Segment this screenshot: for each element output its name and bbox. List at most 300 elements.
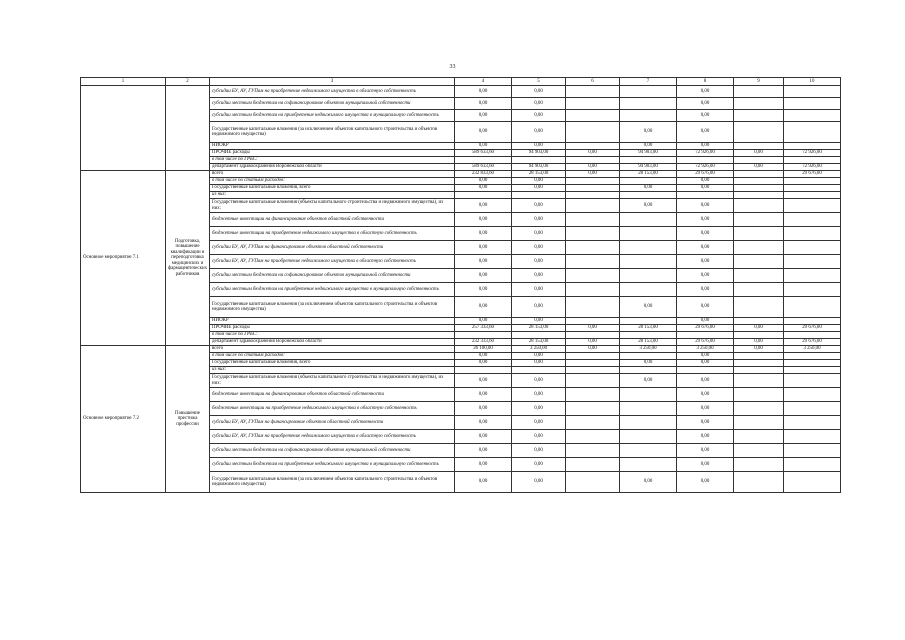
value-cell xyxy=(566,416,620,430)
value-cell xyxy=(566,374,620,388)
value-cell: 0,00 xyxy=(677,241,734,255)
value-cell: 0,00 xyxy=(512,374,566,388)
value-cell: 0,00 xyxy=(677,360,734,367)
value-cell: 0,00 xyxy=(620,472,677,493)
value-cell: 0,00 xyxy=(512,388,566,402)
value-cell xyxy=(566,353,620,360)
value-cell: 29 676,00 xyxy=(677,339,734,346)
value-cell xyxy=(734,430,784,444)
value-cell xyxy=(566,402,620,416)
value-cell xyxy=(734,388,784,402)
budget-table xyxy=(80,77,841,493)
value-cell xyxy=(566,157,620,164)
value-cell xyxy=(734,192,784,199)
value-cell: 0,00 xyxy=(677,388,734,402)
value-cell: 29 676,00 xyxy=(677,325,734,332)
value-cell xyxy=(566,110,620,122)
value-cell xyxy=(734,185,784,192)
expense-item-label: субсидии БУ, АУ, ГУПам на приобретение недвижимого имущества в областную собственность xyxy=(210,430,455,444)
value-cell xyxy=(784,444,841,458)
table-row xyxy=(81,86,841,98)
value-cell xyxy=(784,98,841,110)
value-cell xyxy=(620,444,677,458)
header-cell: 10 xyxy=(784,78,841,86)
value-cell xyxy=(620,227,677,241)
value-cell: 0,00 xyxy=(566,339,620,346)
value-cell: 0,00 xyxy=(512,185,566,192)
expense-item-label: в том числе по статьям расходов: xyxy=(210,353,455,360)
value-cell xyxy=(566,227,620,241)
value-cell xyxy=(784,458,841,472)
value-cell: 28 153,00 xyxy=(512,339,566,346)
value-cell xyxy=(566,444,620,458)
value-cell xyxy=(677,192,734,199)
value-cell: 3 250,00 xyxy=(620,346,677,353)
value-cell xyxy=(734,283,784,297)
value-cell xyxy=(734,255,784,269)
value-cell xyxy=(620,98,677,110)
value-cell: 0,00 xyxy=(734,346,784,353)
value-cell: 0,00 xyxy=(512,213,566,227)
expense-item-label: в том числе по статьям расходов: xyxy=(210,178,455,185)
value-cell xyxy=(784,213,841,227)
value-cell xyxy=(734,171,784,178)
expense-item-label: всего xyxy=(210,171,455,178)
value-cell: 0,00 xyxy=(455,110,512,122)
value-cell xyxy=(455,367,512,374)
value-cell xyxy=(620,213,677,227)
value-cell xyxy=(566,192,620,199)
expense-item-label: департамент здравоохранения Воронежской области xyxy=(210,339,455,346)
value-cell xyxy=(784,430,841,444)
value-cell: 232 333,60 xyxy=(455,339,512,346)
value-cell xyxy=(512,192,566,199)
expense-item-label: Государственные капитальные вложения, всего xyxy=(210,185,455,192)
value-cell: 26 100,00 xyxy=(455,346,512,353)
expense-item-label: субсидии местным бюджетам на приобретение недвижимого имущества в муниципальную собственность xyxy=(210,458,455,472)
value-cell xyxy=(620,192,677,199)
measure-name: Подготовка, повышение квалификации и переподготовка медицинских и фармацевтических работников xyxy=(166,171,210,346)
value-cell: 0,00 xyxy=(512,255,566,269)
value-cell xyxy=(784,318,841,325)
page-number: 33 xyxy=(449,64,456,70)
value-cell xyxy=(784,367,841,374)
value-cell: 0,00 xyxy=(734,164,784,171)
value-cell: 29 676,00 xyxy=(784,325,841,332)
value-cell xyxy=(566,122,620,143)
value-cell xyxy=(512,157,566,164)
value-cell: 0,00 xyxy=(734,325,784,332)
value-cell xyxy=(620,269,677,283)
value-cell: 0,00 xyxy=(677,199,734,213)
value-cell: 0,00 xyxy=(512,98,566,110)
value-cell: 0,00 xyxy=(620,122,677,143)
value-cell xyxy=(734,199,784,213)
expense-item-label: из них: xyxy=(210,367,455,374)
value-cell xyxy=(620,318,677,325)
value-cell xyxy=(734,360,784,367)
value-cell xyxy=(784,353,841,360)
header-cell: 6 xyxy=(566,78,620,86)
value-cell xyxy=(566,472,620,493)
header-cell: 4 xyxy=(455,78,512,86)
value-cell: 0,00 xyxy=(455,178,512,185)
value-cell xyxy=(566,86,620,98)
value-cell: 0,00 xyxy=(512,122,566,143)
expense-item-label: субсидии БУ, АУ, ГУПам на приобретение недвижимого имущества в областную собственность xyxy=(210,255,455,269)
value-cell: 232 833,60 xyxy=(455,171,512,178)
value-cell: 28 153,00 xyxy=(620,339,677,346)
value-cell xyxy=(455,192,512,199)
value-cell xyxy=(784,360,841,367)
value-cell xyxy=(784,185,841,192)
value-cell xyxy=(784,283,841,297)
value-cell xyxy=(784,297,841,318)
expense-item-label: НИОКР xyxy=(210,318,455,325)
value-cell: 0,00 xyxy=(620,297,677,318)
header-cell: 3 xyxy=(210,78,455,86)
value-cell: 0,00 xyxy=(455,297,512,318)
value-cell: 0,00 xyxy=(455,227,512,241)
value-cell xyxy=(734,472,784,493)
value-cell: 0,00 xyxy=(455,353,512,360)
value-cell xyxy=(784,192,841,199)
value-cell xyxy=(620,178,677,185)
value-cell: 0,00 xyxy=(455,360,512,367)
value-cell: 0,00 xyxy=(677,185,734,192)
expense-item-label: бюджетные инвестиции на приобретение недвижимого имущества в областную собственность xyxy=(210,402,455,416)
value-cell: 0,00 xyxy=(677,86,734,98)
value-cell: 0,00 xyxy=(512,430,566,444)
value-cell: 0,00 xyxy=(677,283,734,297)
value-cell xyxy=(620,86,677,98)
expense-item-label: Государственные капитальные вложения, всего xyxy=(210,360,455,367)
value-cell: 3 250,00 xyxy=(677,346,734,353)
value-cell: 0,00 xyxy=(512,86,566,98)
value-cell: 0,00 xyxy=(455,241,512,255)
value-cell xyxy=(566,332,620,339)
value-cell xyxy=(677,157,734,164)
value-cell xyxy=(620,430,677,444)
value-cell xyxy=(566,458,620,472)
expense-item-label: департамент здравоохранения Воронежской области xyxy=(210,164,455,171)
expense-item-label: субсидии местным бюджетам на софинансирование объектов муниципальной собственности xyxy=(210,98,455,110)
value-cell xyxy=(734,157,784,164)
value-cell: 0,00 xyxy=(677,143,734,150)
value-cell: 0,00 xyxy=(455,213,512,227)
value-cell: 0,00 xyxy=(620,143,677,150)
value-cell xyxy=(677,367,734,374)
value-cell xyxy=(566,367,620,374)
value-cell: 0,00 xyxy=(677,122,734,143)
value-cell xyxy=(512,332,566,339)
expense-item-label: Государственные капитальные вложения (за исключением объектов капитального строительства и объектов недвижимого имущества) xyxy=(210,122,455,143)
value-cell: 0,00 xyxy=(512,444,566,458)
value-cell xyxy=(784,122,841,143)
value-cell xyxy=(734,374,784,388)
value-cell xyxy=(734,367,784,374)
value-cell: 0,00 xyxy=(677,98,734,110)
value-cell xyxy=(620,353,677,360)
value-cell: 0,00 xyxy=(620,185,677,192)
value-cell xyxy=(734,110,784,122)
value-cell: 0,00 xyxy=(455,416,512,430)
value-cell xyxy=(566,388,620,402)
value-cell: 29 676,00 xyxy=(784,339,841,346)
value-cell xyxy=(784,472,841,493)
value-cell: 0,00 xyxy=(677,297,734,318)
value-cell xyxy=(566,283,620,297)
expense-item-label: в том числе по ГРБС: xyxy=(210,157,455,164)
measure-title: Основное мероприятие 7.1 xyxy=(81,171,166,346)
value-cell xyxy=(784,255,841,269)
value-cell: 0,00 xyxy=(566,346,620,353)
header-cell: 2 xyxy=(166,78,210,86)
value-cell: 28 153,00 xyxy=(620,171,677,178)
value-cell: 0,00 xyxy=(734,150,784,157)
value-cell xyxy=(734,86,784,98)
value-cell: 0,00 xyxy=(512,416,566,430)
value-cell xyxy=(620,367,677,374)
value-cell xyxy=(620,157,677,164)
value-cell xyxy=(734,269,784,283)
header-cell: 1 xyxy=(81,78,166,86)
value-cell: 0,00 xyxy=(512,227,566,241)
value-cell xyxy=(734,178,784,185)
value-cell xyxy=(784,374,841,388)
value-cell: 0,00 xyxy=(566,164,620,171)
value-cell xyxy=(566,98,620,110)
value-cell xyxy=(566,318,620,325)
value-cell: 72 926,00 xyxy=(677,150,734,157)
value-cell: 0,00 xyxy=(677,374,734,388)
value-cell: 72 926,00 xyxy=(677,164,734,171)
value-cell: 0,00 xyxy=(455,318,512,325)
value-cell xyxy=(620,332,677,339)
value-cell xyxy=(677,332,734,339)
value-cell xyxy=(734,458,784,472)
value-cell: 0,00 xyxy=(455,185,512,192)
value-cell xyxy=(734,402,784,416)
value-cell xyxy=(734,353,784,360)
value-cell xyxy=(620,283,677,297)
value-cell xyxy=(734,318,784,325)
value-cell: 0,00 xyxy=(677,178,734,185)
value-cell xyxy=(620,241,677,255)
table-row xyxy=(81,171,841,178)
value-cell: 0,00 xyxy=(455,430,512,444)
value-cell: 0,00 xyxy=(455,444,512,458)
value-cell xyxy=(512,367,566,374)
expense-item-label: Государственные капитальные вложения (объекты капитального строительства и недвижимого имущества), из них: xyxy=(210,199,455,213)
value-cell: 0,00 xyxy=(677,227,734,241)
expense-item-label: всего xyxy=(210,346,455,353)
value-cell: 28 153,00 xyxy=(512,171,566,178)
value-cell: 0,00 xyxy=(677,213,734,227)
expense-item-label: ПРОЧИЕ расходы xyxy=(210,150,455,157)
header-cell: 5 xyxy=(512,78,566,86)
value-cell: 94 903,00 xyxy=(620,164,677,171)
value-cell xyxy=(566,199,620,213)
value-cell: 0,00 xyxy=(620,360,677,367)
expense-item-label: ПРОЧИЕ расходы xyxy=(210,325,455,332)
expense-item-label: Государственные капитальные вложения (за исключением объектов капитального строительства и объектов недвижимого имущества) xyxy=(210,297,455,318)
value-cell: 0,00 xyxy=(455,388,512,402)
value-cell xyxy=(784,241,841,255)
expense-item-label: бюджетные инвестиции на приобретение недвижимого имущества в областную собственность xyxy=(210,227,455,241)
value-cell xyxy=(620,416,677,430)
expense-item-label: бюджетные инвестиции на финансирование объектов областной собственности xyxy=(210,388,455,402)
value-cell: 0,00 xyxy=(566,150,620,157)
value-cell: 0,00 xyxy=(455,86,512,98)
value-cell xyxy=(566,185,620,192)
value-cell: 3 250,00 xyxy=(512,346,566,353)
value-cell xyxy=(455,157,512,164)
value-cell xyxy=(784,199,841,213)
measure-name xyxy=(166,86,210,171)
value-cell: 0,00 xyxy=(455,283,512,297)
value-cell: 0,00 xyxy=(677,318,734,325)
value-cell xyxy=(734,241,784,255)
measure-title: Основное мероприятие 7.2 xyxy=(81,346,166,493)
value-cell xyxy=(566,297,620,318)
value-cell: 0,00 xyxy=(677,444,734,458)
expense-item-label: из них: xyxy=(210,192,455,199)
expense-item-label: Государственные капитальные вложения (объекты капитального строительства и недвижимого имущества), из них: xyxy=(210,374,455,388)
value-cell xyxy=(455,332,512,339)
value-cell xyxy=(734,98,784,110)
value-cell xyxy=(784,269,841,283)
value-cell: 0,00 xyxy=(677,353,734,360)
value-cell: 94 903,00 xyxy=(620,150,677,157)
measure-title xyxy=(81,86,166,171)
measure-name: Повышение престижа профессии xyxy=(166,346,210,493)
expense-item-label: субсидии БУ, АУ, ГУПам на финансирование объектов областной собственности xyxy=(210,241,455,255)
value-cell xyxy=(734,122,784,143)
value-cell xyxy=(566,430,620,444)
expense-item-label: субсидии местным бюджетам на софинансирование объектов муниципальной собственности xyxy=(210,444,455,458)
value-cell xyxy=(784,178,841,185)
expense-item-label: субсидии местным бюджетам на приобретение недвижимого имущества в муниципальную собственность xyxy=(210,110,455,122)
value-cell: 0,00 xyxy=(566,171,620,178)
value-cell xyxy=(734,213,784,227)
value-cell xyxy=(734,332,784,339)
header-cell: 7 xyxy=(620,78,677,86)
value-cell xyxy=(620,402,677,416)
header-row xyxy=(81,78,841,86)
value-cell: 0,00 xyxy=(620,374,677,388)
value-cell: 0,00 xyxy=(734,339,784,346)
expense-item-label: субсидии БУ, АУ, ГУПам на финансирование объектов областной собственности xyxy=(210,416,455,430)
value-cell: 72 926,00 xyxy=(784,164,841,171)
value-cell xyxy=(566,255,620,269)
value-cell xyxy=(566,241,620,255)
value-cell: 0,00 xyxy=(512,297,566,318)
value-cell: 0,00 xyxy=(512,143,566,150)
value-cell xyxy=(784,332,841,339)
value-cell: 0,00 xyxy=(512,402,566,416)
value-cell xyxy=(784,110,841,122)
value-cell: 94 903,00 xyxy=(512,150,566,157)
expense-item-label: бюджетные инвестиции на финансирование объектов областной собственности xyxy=(210,213,455,227)
value-cell: 0,00 xyxy=(677,416,734,430)
value-cell xyxy=(620,388,677,402)
value-cell xyxy=(566,143,620,150)
value-cell: 0,00 xyxy=(512,458,566,472)
value-cell: 0,00 xyxy=(455,255,512,269)
expense-item-label: в том числе по ГРБС: xyxy=(210,332,455,339)
header-cell: 8 xyxy=(677,78,734,86)
value-cell: 29 676,00 xyxy=(677,171,734,178)
header-cell: 9 xyxy=(734,78,784,86)
value-cell xyxy=(566,269,620,283)
expense-item-label: Государственные капитальные вложения (за исключением объектов капитального строительства и объектов недвижимого имущества) xyxy=(210,472,455,493)
value-cell: 257 333,60 xyxy=(455,325,512,332)
value-cell: 0,00 xyxy=(455,199,512,213)
value-cell: 0,00 xyxy=(455,458,512,472)
expense-item-label: субсидии местным бюджетам на софинансирование объектов муниципальной собственности xyxy=(210,269,455,283)
value-cell xyxy=(784,227,841,241)
value-cell: 0,00 xyxy=(512,318,566,325)
expense-item-label: субсидии местным бюджетам на приобретение недвижимого имущества в муниципальную собственность xyxy=(210,283,455,297)
value-cell: 589 633,60 xyxy=(455,150,512,157)
value-cell xyxy=(784,402,841,416)
value-cell: 0,00 xyxy=(677,269,734,283)
value-cell: 28 153,00 xyxy=(620,325,677,332)
value-cell xyxy=(734,227,784,241)
value-cell: 0,00 xyxy=(455,143,512,150)
value-cell: 589 633,60 xyxy=(455,164,512,171)
value-cell xyxy=(734,444,784,458)
value-cell: 0,00 xyxy=(455,402,512,416)
value-cell: 0,00 xyxy=(677,458,734,472)
value-cell: 0,00 xyxy=(512,353,566,360)
value-cell xyxy=(620,458,677,472)
expense-item-label: НИОКР xyxy=(210,143,455,150)
value-cell: 0,00 xyxy=(620,199,677,213)
value-cell xyxy=(620,255,677,269)
value-cell xyxy=(620,110,677,122)
value-cell xyxy=(784,388,841,402)
value-cell: 0,00 xyxy=(677,472,734,493)
value-cell: 0,00 xyxy=(512,110,566,122)
value-cell: 0,00 xyxy=(512,472,566,493)
value-cell: 0,00 xyxy=(455,472,512,493)
value-cell: 0,00 xyxy=(677,110,734,122)
value-cell: 0,00 xyxy=(455,269,512,283)
value-cell: 94 903,00 xyxy=(512,164,566,171)
value-cell: 0,00 xyxy=(677,402,734,416)
value-cell: 0,00 xyxy=(512,360,566,367)
value-cell: 72 926,00 xyxy=(784,150,841,157)
expense-item-label: субсидии БУ, АУ, ГУПам на приобретение недвижимого имущества в областную собственность xyxy=(210,86,455,98)
value-cell: 0,00 xyxy=(512,269,566,283)
value-cell: 3 250,00 xyxy=(784,346,841,353)
value-cell xyxy=(734,297,784,318)
value-cell xyxy=(784,157,841,164)
value-cell: 0,00 xyxy=(512,283,566,297)
value-cell: 0,00 xyxy=(455,374,512,388)
value-cell: 0,00 xyxy=(512,178,566,185)
value-cell xyxy=(734,416,784,430)
table-row xyxy=(81,346,841,353)
value-cell: 28 153,00 xyxy=(512,325,566,332)
value-cell: 0,00 xyxy=(455,98,512,110)
value-cell: 29 676,00 xyxy=(784,171,841,178)
value-cell xyxy=(784,86,841,98)
value-cell xyxy=(734,143,784,150)
value-cell: 0,00 xyxy=(566,325,620,332)
